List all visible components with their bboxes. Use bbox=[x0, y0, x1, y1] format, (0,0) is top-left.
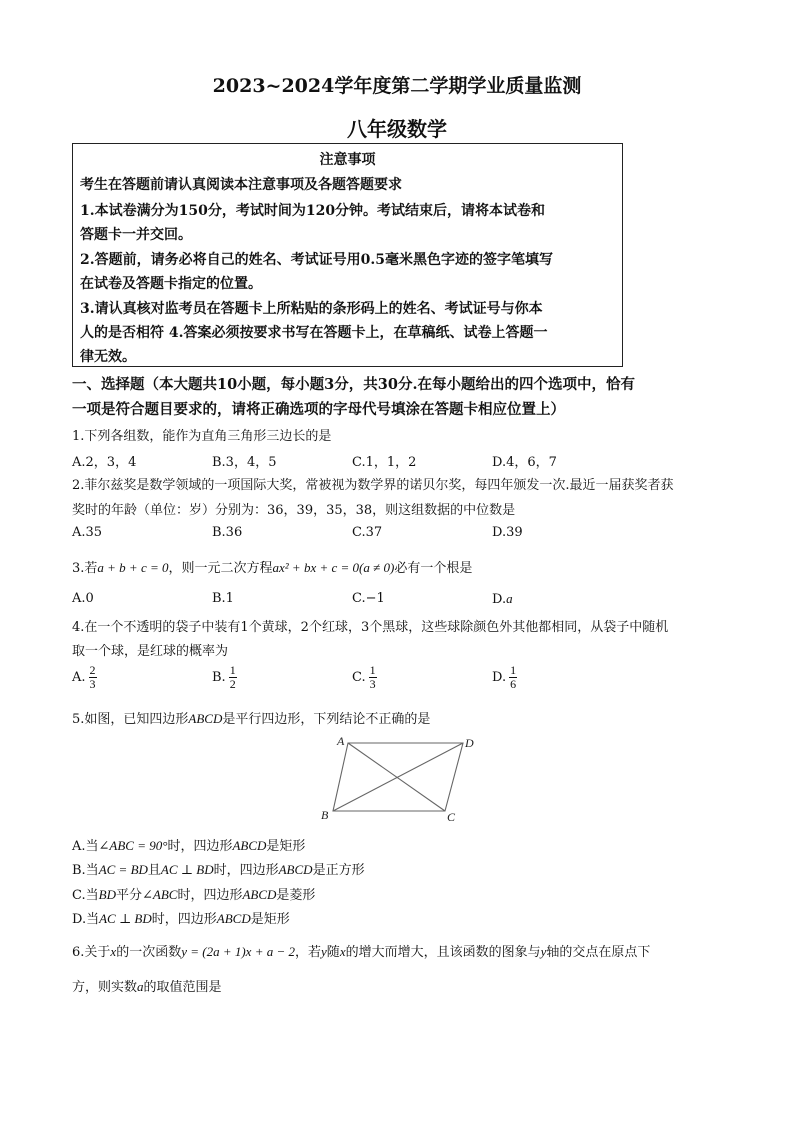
q1-option-a: A.2，3，4 bbox=[72, 455, 137, 470]
q3-condition: a + b + c = 0 bbox=[97, 560, 169, 575]
notice-line: 考生在答题前请认真阅读本注意事项及各题答题要求 bbox=[80, 177, 402, 193]
parallelogram-figure bbox=[320, 732, 480, 824]
q2-option-a: A.35 bbox=[72, 525, 103, 540]
q1-option-c: C.1，1，2 bbox=[352, 455, 417, 470]
q5-stem-var: ABCD bbox=[188, 711, 223, 726]
math: ABCD bbox=[216, 911, 251, 926]
q5-option-a bbox=[72, 835, 305, 854]
fraction-denominator: 3 bbox=[89, 677, 96, 691]
math: a bbox=[137, 979, 144, 994]
question-2-line1: 2.菲尔兹奖是数学领域的一项国际大奖，常被视为数学界的诺贝尔奖，每四年颁发一次.最近一届获奖者获 bbox=[72, 478, 674, 493]
math: x bbox=[339, 944, 346, 959]
math: ABCD bbox=[232, 838, 267, 853]
text: B.当 bbox=[72, 863, 99, 878]
q4-option-c-letter: C. bbox=[352, 670, 366, 685]
fraction-numerator: 1 bbox=[369, 663, 376, 677]
q3-option-d-var: a bbox=[506, 591, 513, 606]
question-4-line2: 取一个球，是红球的概率为 bbox=[72, 644, 229, 659]
text: 的取值范围是 bbox=[143, 980, 222, 995]
text: 6.关于 bbox=[72, 945, 111, 960]
math: BD bbox=[98, 887, 116, 902]
q4-option-d bbox=[492, 664, 517, 691]
math: x bbox=[110, 944, 117, 959]
q3-option-d-letter: D. bbox=[492, 592, 507, 607]
fraction bbox=[89, 664, 97, 691]
fraction-numerator: 2 bbox=[89, 663, 96, 677]
notice-line: 人的是否相符 4.答案必须按要求书写在答题卡上，在草稿纸、试卷上答题一 bbox=[80, 325, 548, 341]
math: y = (2a + 1)x + a − 2 bbox=[181, 944, 295, 959]
q2-option-b: B.36 bbox=[212, 525, 243, 540]
section-heading-line2: 一项是符合题目要求的，请将正确选项的字母代号填涂在答题卡相应位置上） bbox=[72, 401, 565, 418]
q3-option-c: C.−1 bbox=[352, 591, 385, 606]
text: 随 bbox=[326, 945, 340, 960]
q5-option-c bbox=[72, 884, 315, 903]
text: 是矩形 bbox=[266, 839, 306, 854]
fraction bbox=[509, 664, 517, 691]
q4-option-a-letter: A. bbox=[72, 670, 86, 685]
math: AC = BD bbox=[98, 862, 148, 877]
vertex-label-d: D bbox=[465, 736, 474, 750]
text: D.当 bbox=[72, 912, 100, 927]
fraction-denominator: 3 bbox=[369, 677, 376, 691]
exam-title: 2023~2024学年度第二学期学业质量监测 bbox=[212, 75, 582, 97]
text: ，若 bbox=[295, 945, 322, 960]
math: ABCD bbox=[242, 887, 277, 902]
fraction-denominator: 6 bbox=[510, 677, 517, 691]
question-2-line2: 奖时的年龄（单位：岁）分别为：36，39，35，38，则这组数据的中位数是 bbox=[72, 503, 516, 518]
q3-equation: ax² + bx + c = 0(a ≠ 0) bbox=[272, 560, 395, 575]
q4-option-b-letter: B. bbox=[212, 670, 226, 685]
section-heading-line1: 一、选择题（本大题共10小题，每小题3分，共30分.在每小题给出的四个选项中，恰有 bbox=[72, 376, 635, 393]
q5-stem-b: 是平行四边形，下列结论不正确的是 bbox=[222, 712, 431, 727]
q1-option-b: B.3，4，5 bbox=[212, 455, 277, 470]
math: y bbox=[321, 944, 327, 959]
q3-mid: ，则一元二次方程 bbox=[168, 561, 273, 576]
fraction-numerator: 1 bbox=[229, 663, 236, 677]
notice-line: 在试卷及答题卡指定的位置。 bbox=[80, 276, 262, 292]
q4-option-b bbox=[212, 664, 237, 691]
q4-option-d-letter: D. bbox=[492, 670, 507, 685]
fraction bbox=[229, 664, 237, 691]
text: 轴的交点在原点下 bbox=[546, 945, 651, 960]
fraction-denominator: 2 bbox=[229, 677, 236, 691]
q5-option-b bbox=[72, 859, 365, 878]
q5-stem-a: 5.如图，已知四边形 bbox=[72, 712, 189, 727]
q2-option-d: D.39 bbox=[492, 525, 523, 540]
text: 且 bbox=[147, 863, 161, 878]
question-1-stem: 1.下列各组数，能作为直角三角形三边长的是 bbox=[72, 429, 332, 444]
question-6-line2 bbox=[72, 976, 222, 995]
text: 时，四边形 bbox=[177, 888, 243, 903]
question-6-line1 bbox=[72, 941, 650, 960]
q5-option-d bbox=[72, 908, 290, 927]
notice-box bbox=[72, 143, 623, 367]
q2-option-c: C.37 bbox=[352, 525, 383, 540]
text: 时，四边形 bbox=[213, 863, 279, 878]
text: A.当 bbox=[72, 839, 99, 854]
exam-subtitle: 八年级数学 bbox=[347, 117, 447, 141]
vertex-label-a: A bbox=[337, 734, 345, 748]
question-5-stem bbox=[72, 708, 430, 727]
question-4-line1: 4.在一个不透明的袋子中装有1个黄球，2个红球，3个黑球，这些球除颜色外其他都相同，从袋子中随机 bbox=[72, 620, 669, 635]
math: AC ⊥ BD bbox=[99, 911, 152, 926]
text: 时，四边形 bbox=[167, 839, 233, 854]
text: C.当 bbox=[72, 888, 99, 903]
q4-option-c bbox=[352, 664, 377, 691]
math: ABCD bbox=[278, 862, 313, 877]
vertex-label-b: B bbox=[321, 808, 329, 822]
q3-option-a: A.0 bbox=[72, 591, 94, 606]
text: 平分 bbox=[115, 888, 142, 903]
q3-prefix: 3.若 bbox=[72, 561, 98, 576]
text: 方，则实数 bbox=[72, 980, 138, 995]
math: ∠ABC bbox=[141, 887, 178, 902]
diagonal-bd bbox=[333, 743, 463, 811]
text: 的增大而增大，且该函数的图象与 bbox=[345, 945, 541, 960]
math: ∠ABC = 90° bbox=[98, 838, 168, 853]
q4-option-a bbox=[72, 664, 97, 691]
notice-line: 1.本试卷满分为150分，考试时间为120分钟。考试结束后，请将本试卷和 bbox=[80, 203, 546, 219]
fraction bbox=[369, 664, 377, 691]
question-3-stem bbox=[72, 557, 472, 576]
notice-line: 律无效。 bbox=[80, 349, 136, 365]
notice-line: 2.答题前，请务必将自己的姓名、考试证号用0.5毫米黑色字迹的签字笔填写 bbox=[80, 252, 553, 268]
notice-title: 注意事项 bbox=[319, 152, 376, 168]
text: 的一次函数 bbox=[116, 945, 182, 960]
q3-option-d bbox=[492, 591, 513, 607]
q1-option-d: D.4，6，7 bbox=[492, 455, 557, 470]
q3-option-b: B.1 bbox=[212, 591, 234, 606]
text: 是正方形 bbox=[312, 863, 365, 878]
vertex-label-c: C bbox=[447, 810, 456, 824]
text: 是矩形 bbox=[250, 912, 290, 927]
q3-suffix: 必有一个根是 bbox=[394, 561, 473, 576]
text: 是菱形 bbox=[276, 888, 316, 903]
notice-line: 答题卡一并交回。 bbox=[80, 227, 192, 243]
notice-line: 3.请认真核对监考员在答题卡上所粘贴的条形码上的姓名、考试证号与你本 bbox=[80, 301, 543, 317]
text: 时，四边形 bbox=[151, 912, 217, 927]
math: AC ⊥ BD bbox=[160, 862, 214, 877]
diagonal-ac bbox=[348, 743, 445, 811]
math: y bbox=[540, 944, 547, 959]
fraction-numerator: 1 bbox=[510, 663, 517, 677]
